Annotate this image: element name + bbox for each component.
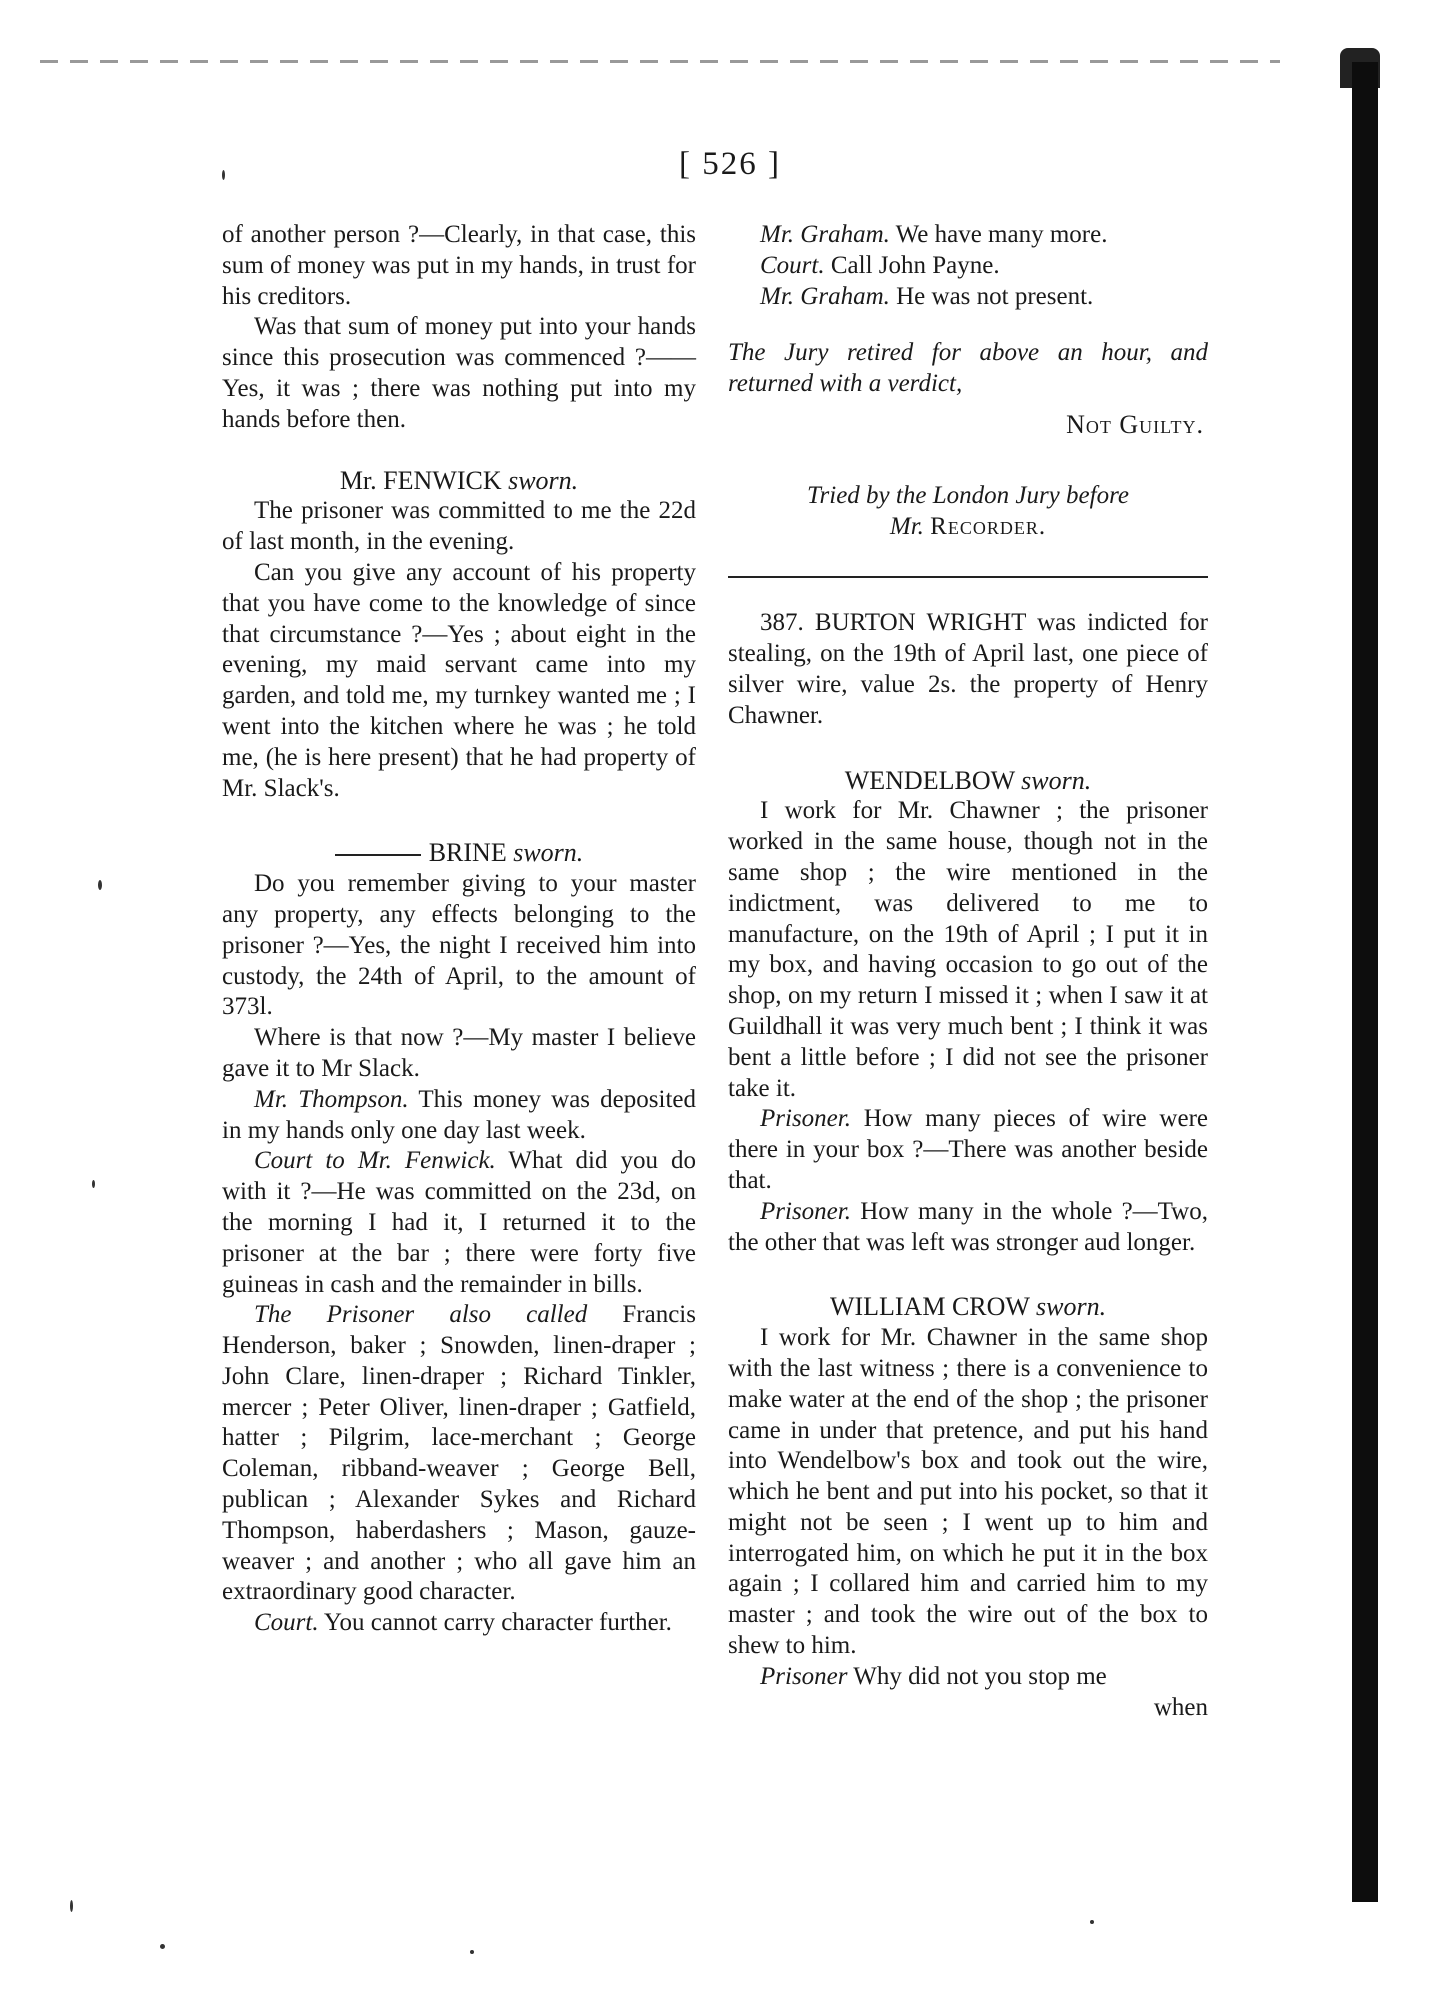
paragraph [222, 1146, 696, 1300]
judge-title: Recorder. [930, 512, 1047, 540]
witness-heading-crow [728, 1292, 1208, 1323]
speech: Call John Payne. [824, 251, 1000, 279]
dash-rule [335, 854, 421, 856]
catchword: when [1153, 1693, 1208, 1721]
jury-note-text: The Jury retired for above an hour, and returned with a verdict, [728, 339, 1208, 398]
paragraph: I work for Mr. Chawner in the same shop with the last witness ; there is a convenience to make water at the end of the shop ; the prisoner came in under that pretence, and put his hand into Wendelbow's box and took out the wire, which he bent and put into his pocket, so that it might not be seen ; I went up to him and interrogated him, on which he put it in the box again ; I collared him and carried him to my master ; and took the wire out of the box to shew to him. [728, 1324, 1208, 1660]
section-divider [728, 576, 1208, 578]
paragraph [728, 1662, 1208, 1693]
paragraph: Was that sum of money put into your hands since this prosecution was commenced ?——Yes, it was ; there was nothing put into my hands before then. [222, 313, 696, 433]
sworn-label: sworn. [508, 465, 579, 495]
speaker: Court to Mr. Fenwick. [254, 1147, 496, 1175]
speech: How many pieces of wire were there in your box ?—There was another beside that. [728, 1105, 1208, 1194]
paragraph [222, 1608, 696, 1639]
speaker: Court. [254, 1609, 319, 1637]
paragraph [222, 1085, 696, 1147]
paragraph [728, 1104, 1208, 1196]
speech: This money was deposited in my hands only one day last week. [222, 1085, 696, 1144]
speaker: Prisoner [760, 1662, 848, 1690]
speech: You cannot carry character further. [318, 1609, 672, 1637]
case-number: 387. [760, 609, 804, 637]
witness-heading-brine [222, 838, 696, 869]
speech: What did you do with it ?—He was committed on the 23d, on the morning I had it, I returned it to the prisoner at the bar ; there were forty five guineas in cash and the remainder in bills. [222, 1147, 696, 1298]
tried-line: Tried by the London Jury before [807, 481, 1129, 509]
speaker: Mr. Graham. [760, 221, 890, 248]
case-heading [728, 608, 1208, 731]
character-witness-list: Francis Henderson, baker ; Snowden, linen-draper ; John Clare, linen-draper ; Richard Tinkler, mercer ; Peter Oliver, linen-draper ; Gatfield, hatter ; Pilgrim, lace-merchant ; George Coleman, ribband-weaver ; George Bell, publican ; Alexander Sykes and Richard Thompson, haberdashers ; Mason, gauze-weaver ; and another ; who all gave him an extraordinary good character. [222, 1301, 696, 1606]
paragraph: The prisoner was committed to me the 22d of last month, in the evening. [222, 497, 696, 556]
paragraph [728, 1197, 1208, 1259]
speaker: Court. [760, 251, 825, 279]
left-column [222, 220, 696, 1639]
right-column [728, 220, 1208, 1723]
paragraph: Can you give any account of his property that you have come to the knowledge of since that circumstance ?—Yes ; about eight in the evening, my maid servant came into my garden, and told me, my turnkey wanted me ; I went into the kitchen where he was ; he told me, (he is here present) that he had property of Mr. Slack's. [222, 558, 696, 802]
page-top-edge [40, 60, 1280, 63]
binding-shadow [1352, 62, 1378, 1902]
witness-name: BRINE [428, 838, 507, 868]
page-number: [ 526 ] [679, 146, 781, 182]
speech: He was not present. [889, 282, 1094, 310]
sworn-label: sworn. [1021, 765, 1092, 795]
lead-in: The Prisoner also called [254, 1301, 588, 1329]
witness-heading-wendelbow [728, 766, 1208, 797]
dialogue-line [728, 220, 1208, 251]
indictment-text: BURTON WRIGHT was indicted for stealing, on the 19th of April last, one piece of silver wire, value 2s. the property of Henry Chawner. [728, 609, 1208, 729]
jury-note [728, 338, 1208, 400]
speaker: Prisoner. [760, 1197, 851, 1225]
witness-name: WILLIAM CROW [829, 1292, 1030, 1322]
tried-prefix: Mr. [889, 512, 924, 540]
tried-before [728, 481, 1208, 543]
sworn-label: sworn. [1035, 1292, 1107, 1322]
speech: We have many more. [889, 221, 1108, 248]
paragraph: Where is that now ?—My master I believe gave it to Mr Slack. [222, 1024, 696, 1082]
witness-name: WENDELBOW [844, 765, 1015, 795]
paragraph [222, 1300, 696, 1608]
paragraph: I work for Mr. Chawner ; the prisoner worked in the same house, though not in the same shop ; the wire mentioned in the indictment, was delivered to me to manufacture, on the 19th of April ; I put it in my box, and having occasion to go out of the shop, on my return I missed it ; when I saw it at Guildhall it was very much bent ; I think it was bent a little before ; I did not see the prisoner take it. [728, 797, 1208, 1102]
speech: Why did not you stop me [847, 1662, 1107, 1690]
verdict: Not Guilty. [1066, 409, 1204, 439]
speech: How many in the whole ?—Two, the other that was left was stronger aud longer. [728, 1197, 1208, 1256]
paragraph: Do you remember giving to your master any property, any effects belonging to the prisoner ?—Yes, the night I received him into custody, the 24th of April, to the amount of 373l. [222, 870, 696, 1021]
dialogue-line [728, 282, 1208, 313]
speaker: Prisoner. [760, 1105, 851, 1133]
speaker: Mr. Thompson. [254, 1085, 409, 1113]
paragraph: of another person ?—Clearly, in that case, this sum of money was put in my hands, in trust for his creditors. [222, 221, 696, 310]
witness-name: Mr. FENWICK [339, 465, 502, 495]
speaker: Mr. Graham. [760, 282, 890, 310]
dialogue-line [728, 251, 1208, 282]
witness-heading-fenwick [222, 466, 696, 497]
sworn-label: sworn. [513, 838, 584, 868]
